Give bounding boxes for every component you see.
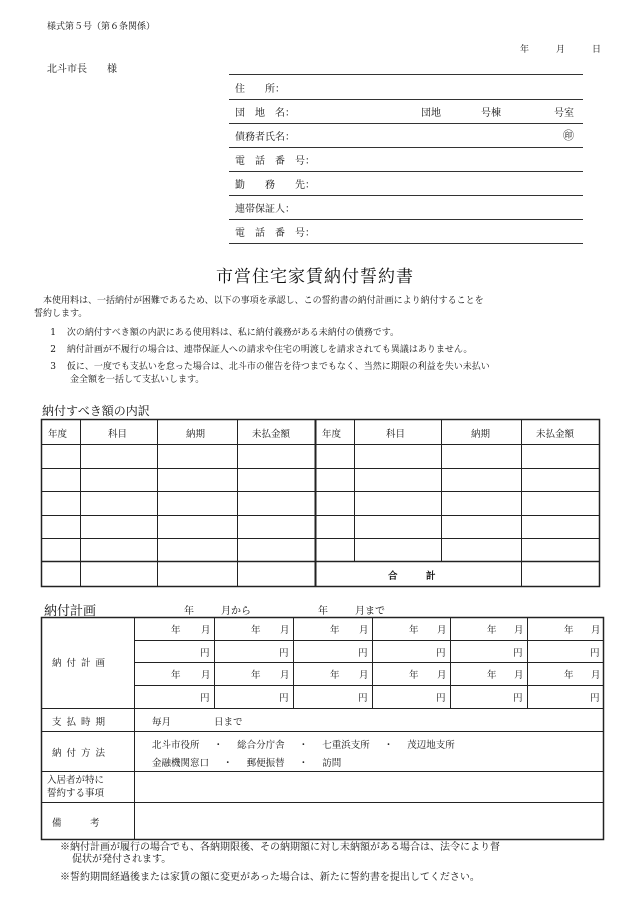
plan-yen-label: 円 xyxy=(200,648,210,659)
method-bank[interactable]: 金融機関窓口 xyxy=(152,758,210,769)
plan-year-label: 年 xyxy=(487,625,497,636)
plan-year-label: 年 xyxy=(251,625,261,636)
plan-month-label: 月 xyxy=(437,670,447,681)
plan-month-label: 月 xyxy=(591,625,601,636)
note-1-line-1: ※納付計画が履行の場合でも、各納期限後、その納期額に対し未納額がある場合は、法令により督 xyxy=(60,842,500,853)
building-unit: 号棟 xyxy=(481,108,501,119)
header-year-left: 年度 xyxy=(48,429,68,440)
intro-line-2: 誓約します。 xyxy=(34,309,88,319)
plan-month-label: 月 xyxy=(201,670,211,681)
method-line-2 xyxy=(152,755,341,769)
pay-time-monthly: 毎月 xyxy=(152,717,172,728)
seal-mark: ㊞ xyxy=(563,129,574,142)
plan-month-label: 月 xyxy=(280,670,290,681)
guarantor-label: 連帯保証人： xyxy=(235,204,295,215)
plan-from-month: 月から xyxy=(221,606,251,617)
special-label-2: 誓約する事項 xyxy=(47,788,105,799)
plan-year-label: 年 xyxy=(409,625,419,636)
plan-month-label: 月 xyxy=(437,625,447,636)
header-subject-left: 科目 xyxy=(108,429,128,440)
note-1 xyxy=(60,842,500,866)
addressee: 北斗市長 様 xyxy=(47,64,117,75)
plan-yen-label: 円 xyxy=(436,648,446,659)
plan-year-label: 年 xyxy=(409,670,419,681)
plan-row-label: 納付計画 xyxy=(52,658,111,669)
total-label: 合 計 xyxy=(388,571,436,582)
intro-line-1: 本使用料は、一括納付が困難であるため、以下の事項を承認し、この誓約書の納付計画により納付することを xyxy=(43,296,484,306)
plan-yen-label: 円 xyxy=(590,648,600,659)
header-term-right: 納期 xyxy=(471,429,491,440)
plan-month-label: 月 xyxy=(201,625,211,636)
plan-yen-label: 円 xyxy=(358,648,368,659)
method-sep: ・ xyxy=(383,740,394,751)
item-2-no: 2 xyxy=(50,345,56,355)
header-unpaid-left: 未払金額 xyxy=(252,429,291,440)
plan-yen-label: 円 xyxy=(200,693,210,704)
method-postal[interactable]: 郵便振替 xyxy=(246,758,285,769)
item-3-text-1: 仮に、一度でも支払いを怠った場合は、北斗市の催告を待つまでもなく、当然に期限の利益を失い未払い xyxy=(66,362,490,372)
plan-month-label: 月 xyxy=(514,625,524,636)
pay-time-label: 支払時期 xyxy=(52,717,111,728)
method-visit[interactable]: 訪問 xyxy=(322,758,342,769)
date-month: 月 xyxy=(556,45,566,55)
date-year: 年 xyxy=(520,45,530,55)
method-sep: ・ xyxy=(213,740,224,751)
special-label-1: 入居者が特に xyxy=(47,775,105,786)
plan-to-month: 月まで xyxy=(355,606,385,617)
plan-month-label: 月 xyxy=(280,625,290,636)
method-sep: ・ xyxy=(298,740,309,751)
plan-yen-label: 円 xyxy=(513,648,523,659)
danchi-label: 団 地 名： xyxy=(235,108,295,119)
plan-yen-label: 円 xyxy=(436,693,446,704)
plan-year-label: 年 xyxy=(171,625,181,636)
phone-label: 電 話 番 号： xyxy=(235,156,315,167)
plan-year-label: 年 xyxy=(330,670,340,681)
plan-month-label: 月 xyxy=(514,670,524,681)
plan-yen-label: 円 xyxy=(590,693,600,704)
plan-title: 納付計画 xyxy=(44,604,97,619)
item-3-text-2: 金全額を一括して支払いします。 xyxy=(70,375,205,385)
note-2: ※誓約期間経過後または家賃の額に変更があった場合は、新たに誓約書を提出してください。 xyxy=(60,872,480,883)
date-day: 日 xyxy=(592,45,602,55)
plan-yen-label: 円 xyxy=(513,693,523,704)
document-title: 市営住宅家賃納付誓約書 xyxy=(216,267,414,287)
method-sep: ・ xyxy=(223,758,233,769)
plan-year-label: 年 xyxy=(330,625,340,636)
plan-month-label: 月 xyxy=(359,670,369,681)
header-year-right: 年度 xyxy=(322,429,342,440)
item-1-text: 次の納付すべき額の内訳にある使用料は、私に納付義務がある未納付の債務です。 xyxy=(66,328,399,338)
item-1-no: 1 xyxy=(50,328,56,338)
plan-yen-label: 円 xyxy=(279,693,289,704)
item-2-text: 納付計画が不履行の場合は、連帯保証人への請求や住宅の明渡しを請求されても異議はありません。 xyxy=(66,345,473,355)
plan-year-label: 年 xyxy=(564,670,574,681)
method-line-1 xyxy=(152,737,455,751)
room-unit: 号室 xyxy=(554,108,574,119)
method-city-hall[interactable]: 北斗市役所 xyxy=(152,740,200,751)
special-label xyxy=(47,774,104,800)
plan-from-year: 年 xyxy=(184,606,194,617)
plan-to-year: 年 xyxy=(318,606,328,617)
header-term-left: 納期 xyxy=(186,429,206,440)
method-label: 納付方法 xyxy=(52,748,111,759)
danchi-unit: 団地 xyxy=(421,108,441,119)
header-subject-right: 科目 xyxy=(386,429,406,440)
work-label: 勤 務 先： xyxy=(235,180,315,191)
remarks-label: 備 考 xyxy=(52,818,100,829)
method-branch-office[interactable]: 総合分庁舎 xyxy=(237,740,285,751)
plan-month-label: 月 xyxy=(359,625,369,636)
debtor-label: 債務者氏名： xyxy=(235,132,295,143)
plan-month-label: 月 xyxy=(591,670,601,681)
address-label: 住 所： xyxy=(235,84,285,95)
breakdown-title: 納付すべき額の内訳 xyxy=(42,404,150,418)
method-nanaehama[interactable]: 七重浜支所 xyxy=(322,740,370,751)
phone2-label: 電 話 番 号： xyxy=(235,228,315,239)
form-number: 様式第５号（第６条関係） xyxy=(47,22,156,32)
plan-yen-label: 円 xyxy=(358,693,368,704)
pay-time-until: 日まで xyxy=(214,717,243,728)
plan-yen-label: 円 xyxy=(279,648,289,659)
method-sep: ・ xyxy=(298,758,309,769)
plan-year-label: 年 xyxy=(487,670,497,681)
note-1-line-2: 促状が発付されます。 xyxy=(72,854,172,865)
plan-year-label: 年 xyxy=(251,670,261,681)
method-mohechi[interactable]: 茂辺地支所 xyxy=(407,740,455,751)
plan-year-label: 年 xyxy=(564,625,574,636)
plan-year-label: 年 xyxy=(171,670,181,681)
header-unpaid-right: 未払金額 xyxy=(536,429,575,440)
item-3-no: 3 xyxy=(50,362,56,372)
